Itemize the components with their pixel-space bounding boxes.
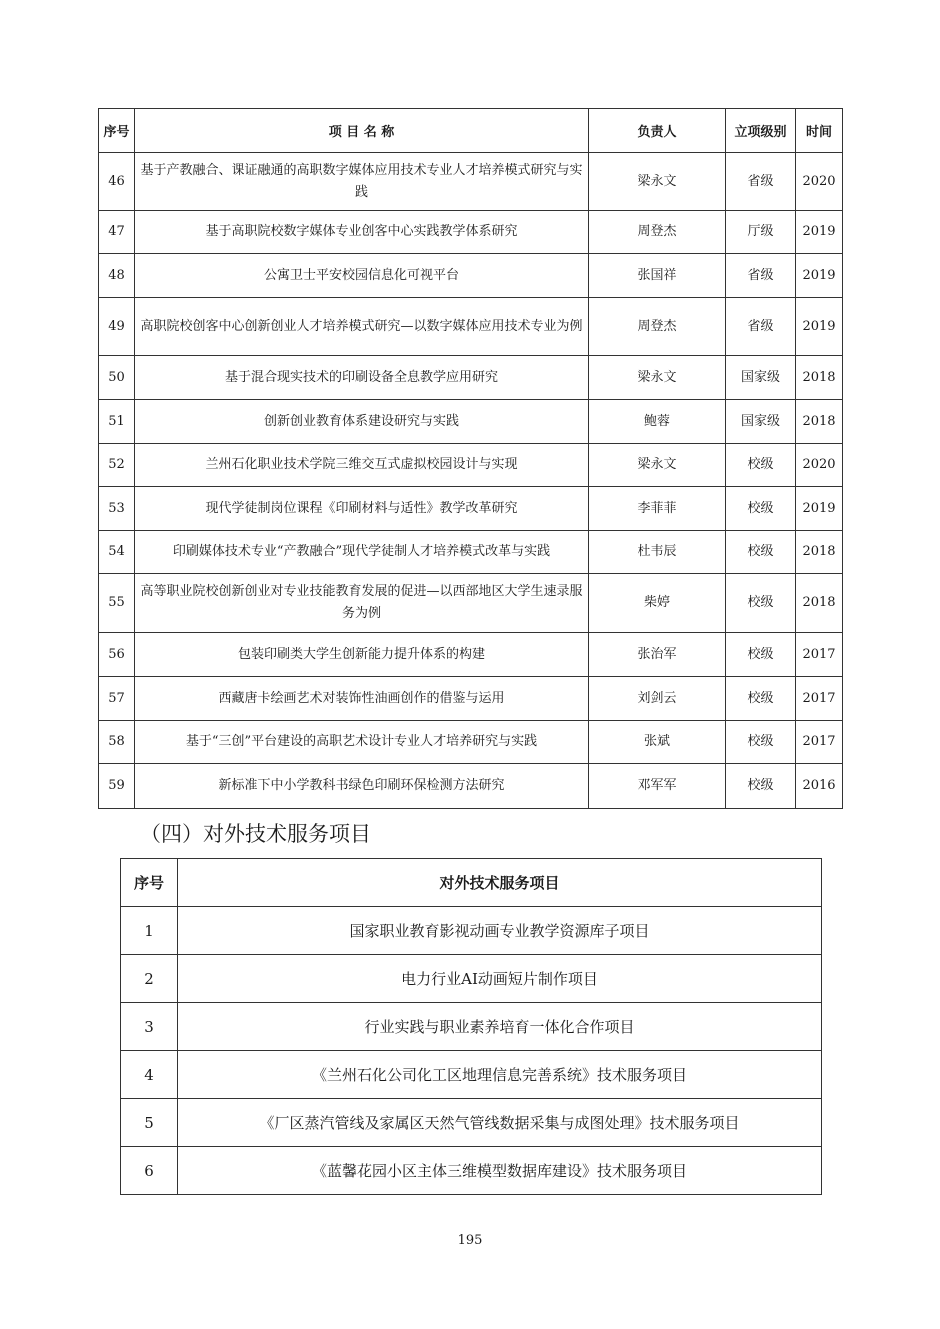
service-name: 电力行业AI动画短片制作项目: [178, 955, 822, 1003]
table-row: [99, 211, 843, 254]
project-year: 2018: [796, 574, 843, 633]
table-row: [121, 955, 822, 1003]
header-no: 序号: [99, 109, 135, 153]
project-year: 2019: [796, 211, 843, 254]
project-name: 兰州石化职业技术学院三维交互式虚拟校园设计与实现: [135, 444, 589, 487]
table-row: [99, 400, 843, 444]
row-no: 47: [99, 211, 135, 254]
project-level: 校级: [726, 633, 796, 677]
project-name: 高等职业院校创新创业对专业技能教育发展的促进—以西部地区大学生速录服务为例: [135, 574, 589, 633]
project-level: 省级: [726, 254, 796, 298]
service-no: 4: [121, 1051, 178, 1099]
project-level: 校级: [726, 444, 796, 487]
table-row: [99, 677, 843, 721]
project-name: 基于混合现实技术的印刷设备全息教学应用研究: [135, 356, 589, 400]
row-no: 55: [99, 574, 135, 633]
project-year: 2017: [796, 633, 843, 677]
table-row: [99, 574, 843, 633]
project-year: 2019: [796, 298, 843, 356]
project-level: 校级: [726, 531, 796, 574]
table-row: [99, 254, 843, 298]
table-row: [99, 487, 843, 531]
project-name: 基于产教融合、课证融通的高职数字媒体应用技术专业人才培养模式研究与实践: [135, 153, 589, 211]
table-row: [99, 531, 843, 574]
page-number: 195: [457, 1233, 483, 1248]
row-no: 54: [99, 531, 135, 574]
row-no: 49: [99, 298, 135, 356]
project-year: 2020: [796, 153, 843, 211]
project-leader: 周登杰: [589, 211, 726, 254]
service-no: 3: [121, 1003, 178, 1051]
project-name: 现代学徒制岗位课程《印刷材料与适性》教学改革研究: [135, 487, 589, 531]
project-level: 省级: [726, 298, 796, 356]
project-year: 2019: [796, 487, 843, 531]
project-level: 校级: [726, 721, 796, 764]
table-row: [99, 764, 843, 809]
service-no: 2: [121, 955, 178, 1003]
service-name: 《兰州石化公司化工区地理信息完善系统》技术服务项目: [178, 1051, 822, 1099]
header-project-name: 项 目 名 称: [135, 109, 589, 153]
project-leader: 张治军: [589, 633, 726, 677]
project-leader: 张国祥: [589, 254, 726, 298]
header-level: 立项级别: [726, 109, 796, 153]
row-no: 57: [99, 677, 135, 721]
project-year: 2017: [796, 721, 843, 764]
table-row: [121, 907, 822, 955]
service-name: 行业实践与职业素养培育一体化合作项目: [178, 1003, 822, 1051]
table-row: [99, 444, 843, 487]
table-row: [99, 153, 843, 211]
project-leader: 梁永文: [589, 356, 726, 400]
project-leader: 李菲菲: [589, 487, 726, 531]
header-service-name: 对外技术服务项目: [178, 859, 822, 907]
table-row: [121, 1147, 822, 1195]
project-name: 高职院校创客中心创新创业人才培养模式研究—以数字媒体应用技术专业为例: [135, 298, 589, 356]
row-no: 56: [99, 633, 135, 677]
project-name: 包装印刷类大学生创新能力提升体系的构建: [135, 633, 589, 677]
row-no: 50: [99, 356, 135, 400]
project-level: 省级: [726, 153, 796, 211]
service-name: 《厂区蒸汽管线及家属区天然气管线数据采集与成图处理》技术服务项目: [178, 1099, 822, 1147]
table-row: [99, 298, 843, 356]
project-leader: 张斌: [589, 721, 726, 764]
row-no: 53: [99, 487, 135, 531]
service-table: [120, 858, 822, 1195]
row-no: 52: [99, 444, 135, 487]
row-no: 48: [99, 254, 135, 298]
service-no: 5: [121, 1099, 178, 1147]
project-table-body: [99, 153, 843, 809]
table-row: [99, 633, 843, 677]
project-year: 2019: [796, 254, 843, 298]
service-no: 6: [121, 1147, 178, 1195]
service-no: 1: [121, 907, 178, 955]
project-name: 基于高职院校数字媒体专业创客中心实践教学体系研究: [135, 211, 589, 254]
project-leader: 周登杰: [589, 298, 726, 356]
project-name: 印刷媒体技术专业“产教融合”现代学徒制人才培养模式改革与实践: [135, 531, 589, 574]
service-name: 国家职业教育影视动画专业教学资源库子项目: [178, 907, 822, 955]
service-table-header: [121, 859, 822, 907]
section-title: （四）对外技术服务项目: [140, 822, 371, 846]
header-leader: 负责人: [589, 109, 726, 153]
project-name: 基于“三创”平台建设的高职艺术设计专业人才培养研究与实践: [135, 721, 589, 764]
row-no: 46: [99, 153, 135, 211]
project-year: 2018: [796, 531, 843, 574]
project-year: 2018: [796, 400, 843, 444]
project-year: 2020: [796, 444, 843, 487]
project-level: 校级: [726, 764, 796, 809]
project-name: 新标准下中小学教科书绿色印刷环保检测方法研究: [135, 764, 589, 809]
row-no: 59: [99, 764, 135, 809]
service-table-body: [121, 907, 822, 1195]
table-row: [121, 1003, 822, 1051]
project-level: 国家级: [726, 356, 796, 400]
project-level: 校级: [726, 487, 796, 531]
project-table-header: [99, 109, 843, 153]
project-leader: 邓军军: [589, 764, 726, 809]
project-leader: 刘剑云: [589, 677, 726, 721]
service-name: 《蓝馨花园小区主体三维模型数据库建设》技术服务项目: [178, 1147, 822, 1195]
table-row: [121, 1051, 822, 1099]
table-row: [99, 721, 843, 764]
project-name: 创新创业教育体系建设研究与实践: [135, 400, 589, 444]
project-level: 国家级: [726, 400, 796, 444]
project-year: 2018: [796, 356, 843, 400]
project-name: 西藏唐卡绘画艺术对装饰性油画创作的借鉴与运用: [135, 677, 589, 721]
project-year: 2016: [796, 764, 843, 809]
table-row: [121, 1099, 822, 1147]
header-service-no: 序号: [121, 859, 178, 907]
project-leader: 柴婷: [589, 574, 726, 633]
row-no: 58: [99, 721, 135, 764]
project-name: 公寓卫士平安校园信息化可视平台: [135, 254, 589, 298]
project-level: 厅级: [726, 211, 796, 254]
project-level: 校级: [726, 574, 796, 633]
header-year: 时间: [796, 109, 843, 153]
project-leader: 梁永文: [589, 444, 726, 487]
project-level: 校级: [726, 677, 796, 721]
project-year: 2017: [796, 677, 843, 721]
project-table: [98, 108, 843, 809]
project-leader: 鲍蓉: [589, 400, 726, 444]
project-leader: 杜韦辰: [589, 531, 726, 574]
table-row: [99, 356, 843, 400]
project-leader: 梁永文: [589, 153, 726, 211]
row-no: 51: [99, 400, 135, 444]
